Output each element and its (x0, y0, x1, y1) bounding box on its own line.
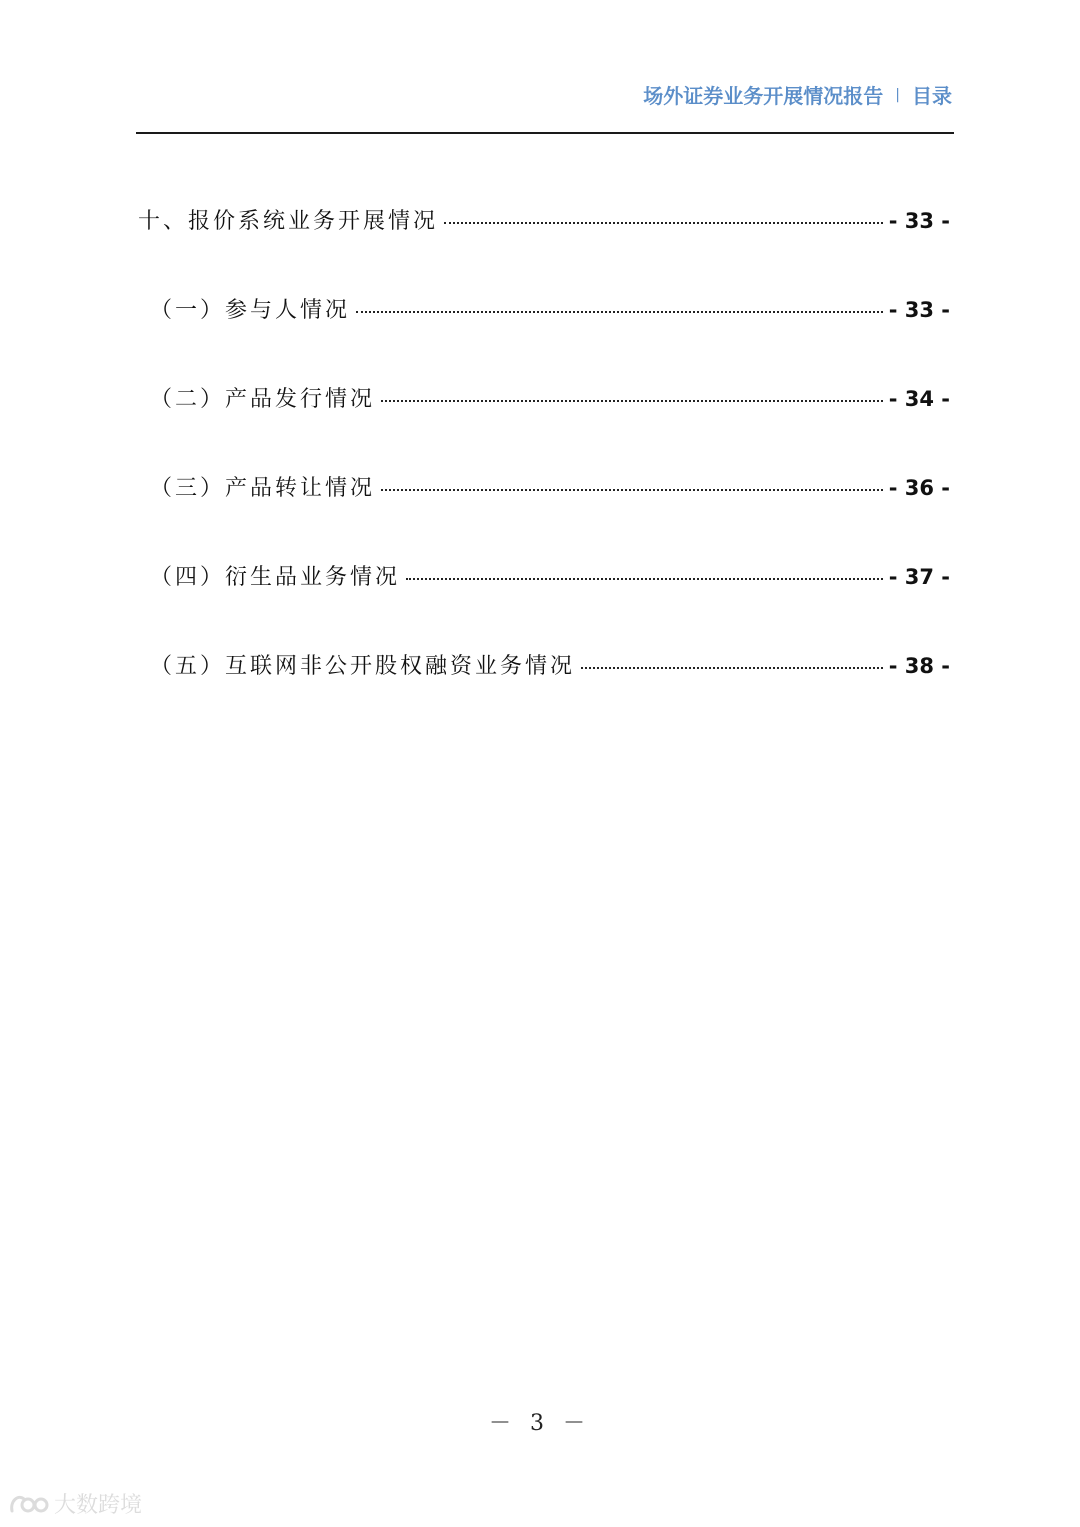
toc-entry[interactable] (138, 471, 950, 560)
toc-entry[interactable] (138, 204, 950, 293)
watermark-logo-icon (8, 1491, 50, 1517)
section-name: 目录 (912, 84, 952, 108)
toc-entry-page: - 37 - (888, 565, 950, 589)
dot-leader (444, 222, 883, 224)
dot-leader (581, 667, 883, 669)
header-rule (136, 132, 954, 134)
toc-entry-page: - 33 - (888, 298, 950, 322)
watermark-text: 大数跨境 (54, 1493, 143, 1518)
watermark (8, 1488, 142, 1519)
toc-entry[interactable] (138, 293, 950, 382)
toc-entry-title: （二）产品发行情况 (150, 387, 376, 412)
dot-leader (356, 311, 883, 313)
toc-entry-title: （一）参与人情况 (150, 298, 351, 323)
toc-entry-title: 十、报价系统业务开展情况 (138, 209, 439, 234)
dot-leader (381, 489, 883, 491)
dot-leader (381, 400, 883, 402)
toc-entry[interactable] (138, 649, 950, 738)
table-of-contents (138, 204, 950, 738)
toc-entry-page: - 34 - (888, 387, 950, 411)
running-header (643, 80, 952, 109)
toc-entry-page: - 38 - (888, 654, 950, 678)
toc-entry-title: （四）衍生品业务情况 (150, 565, 401, 590)
toc-entry[interactable] (138, 382, 950, 471)
page-number: － 3 － (489, 1411, 591, 1436)
toc-entry[interactable] (138, 560, 950, 649)
toc-entry-page: - 36 - (888, 476, 950, 500)
dot-leader (406, 578, 883, 580)
toc-entry-title: （三）产品转让情况 (150, 476, 376, 501)
header-separator: | (895, 86, 900, 103)
toc-entry-page: - 33 - (888, 209, 950, 233)
report-title: 场外证券业务开展情况报告 (643, 84, 884, 108)
toc-entry-title: （五）互联网非公开股权融资业务情况 (150, 654, 576, 679)
